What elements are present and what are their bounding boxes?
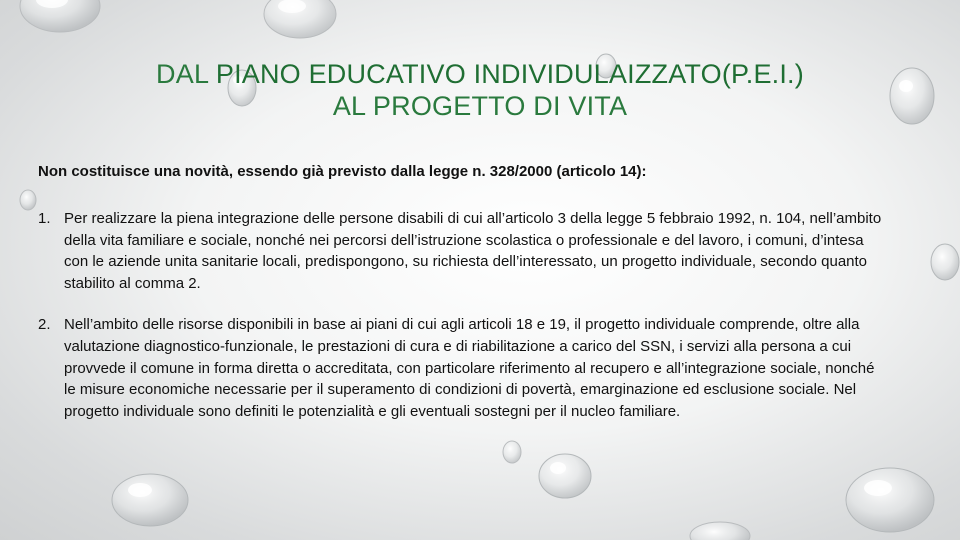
drop-bottom-edge bbox=[690, 522, 750, 540]
drop-bottom-small bbox=[503, 441, 521, 463]
list-item bbox=[38, 314, 888, 422]
drop-top-left bbox=[20, 0, 100, 32]
drop-bottom-right bbox=[846, 468, 934, 532]
drop-bottom-center bbox=[539, 454, 591, 498]
numbered-list bbox=[38, 208, 888, 442]
list-number: 1. bbox=[38, 210, 51, 227]
title-line2: AL PROGETTO DI VITA bbox=[332, 91, 628, 121]
drop-bottom-left bbox=[112, 474, 188, 526]
drop-top-center bbox=[264, 0, 336, 38]
title-main: PIANO EDUCATIVO INDIVIDULAIZZATO(P.E.I.) bbox=[215, 59, 804, 89]
title-prefix: DAL bbox=[156, 59, 216, 89]
list-item-text: Per realizzare la piena integrazione delle persone disabili di cui all’articolo 3 della legge 5 febbraio 1992, n. 104, nell’ambito della vita familiare e sociale, nonché nei percorsi dell’istruzione scolastica o professionale e del lavoro, i comuni, d’intesa con le aziende unita sanitarie locali, predispongono, su richiesta dell’interessato, un progetto individuale, secondo quanto stabilito al comma 2. bbox=[64, 210, 882, 292]
drop-left-mid bbox=[20, 190, 36, 210]
drop-right-mid bbox=[931, 244, 959, 280]
list-item bbox=[38, 208, 888, 294]
slide-title bbox=[40, 58, 920, 122]
intro-text: Non costituisce una novità, essendo già previsto dalla legge n. 328/2000 (articolo 14): bbox=[38, 163, 647, 180]
list-item-text: Nell’ambito delle risorse disponibili in base ai piani di cui agli articoli 18 e 19, il progetto individuale comprende, oltre alla valutazione diagnostico-funzionale, le prestazioni di cura e di riabilitazione a carico del SSN, i servizi alla persona a cui provvede il comune in forma diretta o accreditata, con particolare riferimento al recupero e all’integrazione sociale, nonché le misure economiche necessarie per il superamento di condizioni di povertà, emarginazione ed esclusione sociale. Nel progetto individuale sono definiti le potenzialità e gli eventuali sostegni per il nucleo familiare. bbox=[64, 316, 875, 420]
title-line1 bbox=[156, 59, 804, 89]
list-number: 2. bbox=[38, 316, 51, 334]
